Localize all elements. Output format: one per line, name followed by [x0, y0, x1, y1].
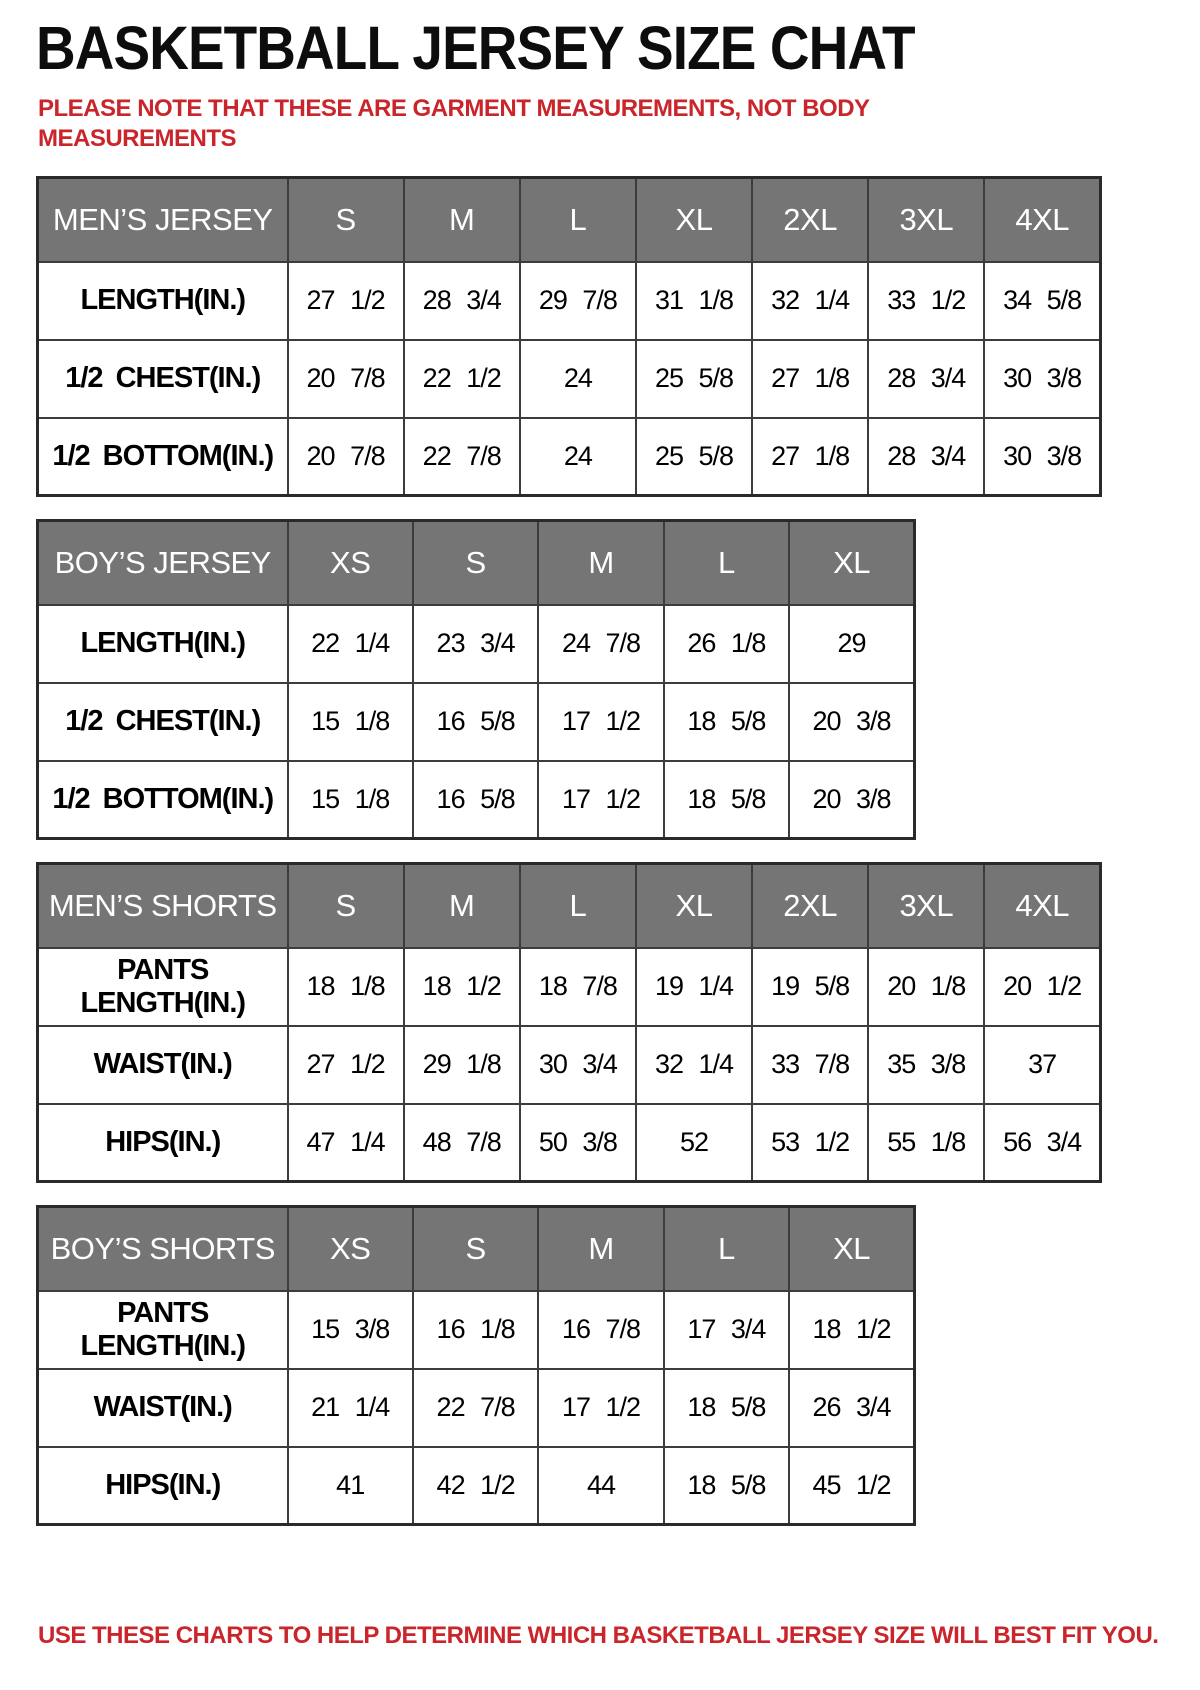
measurement-value-cell: 18 5/8	[664, 1369, 789, 1447]
measurement-row	[38, 948, 1101, 1026]
measurement-row	[38, 1291, 915, 1369]
boys-shorts-size-table	[36, 1205, 916, 1526]
row-label-cell: PANTS LENGTH(IN.)	[38, 948, 288, 1026]
measurement-value-cell: 22 7/8	[413, 1369, 538, 1447]
measurement-value-cell: 18 7/8	[520, 948, 636, 1026]
size-header-row	[38, 178, 1101, 262]
size-header-cell: XS	[288, 521, 413, 605]
measurement-value-cell: 15 1/8	[288, 683, 413, 761]
measurement-value-cell: 50 3/8	[520, 1104, 636, 1182]
measurement-value-cell: 16 7/8	[538, 1291, 663, 1369]
measurement-value-cell: 20 3/8	[789, 761, 914, 839]
measurement-row	[38, 761, 915, 839]
measurement-value-cell: 24	[520, 418, 636, 496]
size-header-cell: 4XL	[984, 178, 1100, 262]
measurement-row	[38, 1447, 915, 1525]
measurement-value-cell: 17 1/2	[538, 761, 663, 839]
size-header-cell: M	[404, 178, 520, 262]
measurement-value-cell: 27 1/8	[752, 340, 868, 418]
measurement-value-cell: 20 3/8	[789, 683, 914, 761]
measurement-value-cell: 25 5/8	[636, 340, 752, 418]
measurement-value-cell: 33 1/2	[868, 262, 984, 340]
measurement-value-cell: 32 1/4	[636, 1026, 752, 1104]
size-header-cell: 4XL	[984, 864, 1100, 948]
measurement-value-cell: 22 1/4	[288, 605, 413, 683]
page-title: BASKETBALL JERSEY SIZE CHAT	[36, 14, 915, 82]
measurement-value-cell: 27 1/2	[288, 262, 404, 340]
table-title-cell: MEN’S SHORTS	[38, 864, 288, 948]
measurement-row	[38, 1026, 1101, 1104]
measurement-row	[38, 1104, 1101, 1182]
measurement-value-cell: 29	[789, 605, 914, 683]
row-label-cell: 1/2 BOTTOM(IN.)	[38, 418, 288, 496]
row-label-cell: LENGTH(IN.)	[38, 262, 288, 340]
measurement-value-cell: 18 5/8	[664, 1447, 789, 1525]
size-header-row	[38, 864, 1101, 948]
size-header-cell: XL	[636, 864, 752, 948]
measurement-value-cell: 17 3/4	[664, 1291, 789, 1369]
size-header-cell: S	[288, 864, 404, 948]
measurement-row	[38, 340, 1101, 418]
measurement-value-cell: 48 7/8	[404, 1104, 520, 1182]
measurement-value-cell: 37	[984, 1026, 1100, 1104]
measurement-row	[38, 1369, 915, 1447]
measurement-value-cell: 20 1/2	[984, 948, 1100, 1026]
measurement-value-cell: 31 1/8	[636, 262, 752, 340]
measurement-row	[38, 683, 915, 761]
measurement-value-cell: 28 3/4	[404, 262, 520, 340]
measurement-value-cell: 30 3/8	[984, 340, 1100, 418]
measurement-value-cell: 30 3/8	[984, 418, 1100, 496]
size-header-cell: S	[288, 178, 404, 262]
size-header-cell: S	[413, 1207, 538, 1291]
measurement-value-cell: 23 3/4	[413, 605, 538, 683]
measurement-value-cell: 42 1/2	[413, 1447, 538, 1525]
size-header-cell: L	[520, 864, 636, 948]
measurement-value-cell: 20 7/8	[288, 418, 404, 496]
size-header-cell: M	[404, 864, 520, 948]
measurement-value-cell: 27 1/2	[288, 1026, 404, 1104]
size-header-cell: S	[413, 521, 538, 605]
measurement-value-cell: 24 7/8	[538, 605, 663, 683]
measurement-row	[38, 262, 1101, 340]
measurement-value-cell: 34 5/8	[984, 262, 1100, 340]
size-header-cell: M	[538, 521, 663, 605]
measurement-value-cell: 53 1/2	[752, 1104, 868, 1182]
measurement-value-cell: 55 1/8	[868, 1104, 984, 1182]
size-header-cell: 3XL	[868, 178, 984, 262]
measurement-value-cell: 30 3/4	[520, 1026, 636, 1104]
measurement-value-cell: 26 3/4	[789, 1369, 914, 1447]
measurement-value-cell: 17 1/2	[538, 683, 663, 761]
row-label-cell: 1/2 BOTTOM(IN.)	[38, 761, 288, 839]
measurement-value-cell: 15 1/8	[288, 761, 413, 839]
mens-jersey-size-table	[36, 176, 1102, 497]
row-label-cell: 1/2 CHEST(IN.)	[38, 340, 288, 418]
row-label-cell: WAIST(IN.)	[38, 1026, 288, 1104]
size-header-row	[38, 1207, 915, 1291]
garment-measurements-note: PLEASE NOTE THAT THESE ARE GARMENT MEASUREMENTS, NOT BODY MEASUREMENTS	[38, 95, 870, 153]
size-header-cell: 2XL	[752, 178, 868, 262]
measurement-value-cell: 22 1/2	[404, 340, 520, 418]
size-header-cell: M	[538, 1207, 663, 1291]
measurement-value-cell: 41	[288, 1447, 413, 1525]
size-header-cell: XL	[789, 521, 914, 605]
measurement-value-cell: 29 7/8	[520, 262, 636, 340]
size-header-cell: L	[520, 178, 636, 262]
measurement-value-cell: 17 1/2	[538, 1369, 663, 1447]
measurement-value-cell: 35 3/8	[868, 1026, 984, 1104]
size-header-cell: 3XL	[868, 864, 984, 948]
measurement-value-cell: 44	[538, 1447, 663, 1525]
measurement-value-cell: 18 1/8	[288, 948, 404, 1026]
measurement-value-cell: 19 1/4	[636, 948, 752, 1026]
measurement-value-cell: 22 7/8	[404, 418, 520, 496]
size-header-cell: 2XL	[752, 864, 868, 948]
measurement-value-cell: 52	[636, 1104, 752, 1182]
measurement-value-cell: 18 5/8	[664, 683, 789, 761]
measurement-value-cell: 18 1/2	[789, 1291, 914, 1369]
size-header-cell: L	[664, 1207, 789, 1291]
measurement-value-cell: 25 5/8	[636, 418, 752, 496]
table-title-cell: BOY’S SHORTS	[38, 1207, 288, 1291]
measurement-value-cell: 16 1/8	[413, 1291, 538, 1369]
size-header-cell: XL	[789, 1207, 914, 1291]
measurement-value-cell: 21 1/4	[288, 1369, 413, 1447]
row-label-cell: 1/2 CHEST(IN.)	[38, 683, 288, 761]
measurement-value-cell: 16 5/8	[413, 683, 538, 761]
measurement-value-cell: 18 1/2	[404, 948, 520, 1026]
measurement-value-cell: 33 7/8	[752, 1026, 868, 1104]
table-title-cell: MEN’S JERSEY	[38, 178, 288, 262]
measurement-row	[38, 605, 915, 683]
boys-jersey-size-table	[36, 519, 916, 840]
measurement-value-cell: 26 1/8	[664, 605, 789, 683]
size-header-cell: XS	[288, 1207, 413, 1291]
fit-advice-footer: USE THESE CHARTS TO HELP DETERMINE WHICH BASKETBALL JERSEY SIZE WILL BEST FIT YOU.	[38, 1622, 1159, 1650]
row-label-cell: HIPS(IN.)	[38, 1104, 288, 1182]
measurement-value-cell: 20 7/8	[288, 340, 404, 418]
row-label-cell: WAIST(IN.)	[38, 1369, 288, 1447]
mens-shorts-size-table	[36, 862, 1102, 1183]
measurement-value-cell: 19 5/8	[752, 948, 868, 1026]
size-header-cell: L	[664, 521, 789, 605]
size-header-row	[38, 521, 915, 605]
measurement-value-cell: 32 1/4	[752, 262, 868, 340]
size-tables-group	[36, 176, 1162, 1526]
size-header-cell: XL	[636, 178, 752, 262]
measurement-value-cell: 29 1/8	[404, 1026, 520, 1104]
measurement-value-cell: 16 5/8	[413, 761, 538, 839]
measurement-value-cell: 18 5/8	[664, 761, 789, 839]
table-title-cell: BOY’S JERSEY	[38, 521, 288, 605]
row-label-cell: HIPS(IN.)	[38, 1447, 288, 1525]
measurement-row	[38, 418, 1101, 496]
measurement-value-cell: 47 1/4	[288, 1104, 404, 1182]
measurement-value-cell: 28 3/4	[868, 340, 984, 418]
measurement-value-cell: 28 3/4	[868, 418, 984, 496]
measurement-value-cell: 56 3/4	[984, 1104, 1100, 1182]
row-label-cell: LENGTH(IN.)	[38, 605, 288, 683]
measurement-value-cell: 24	[520, 340, 636, 418]
measurement-value-cell: 20 1/8	[868, 948, 984, 1026]
measurement-value-cell: 45 1/2	[789, 1447, 914, 1525]
measurement-value-cell: 15 3/8	[288, 1291, 413, 1369]
row-label-cell: PANTS LENGTH(IN.)	[38, 1291, 288, 1369]
measurement-value-cell: 27 1/8	[752, 418, 868, 496]
